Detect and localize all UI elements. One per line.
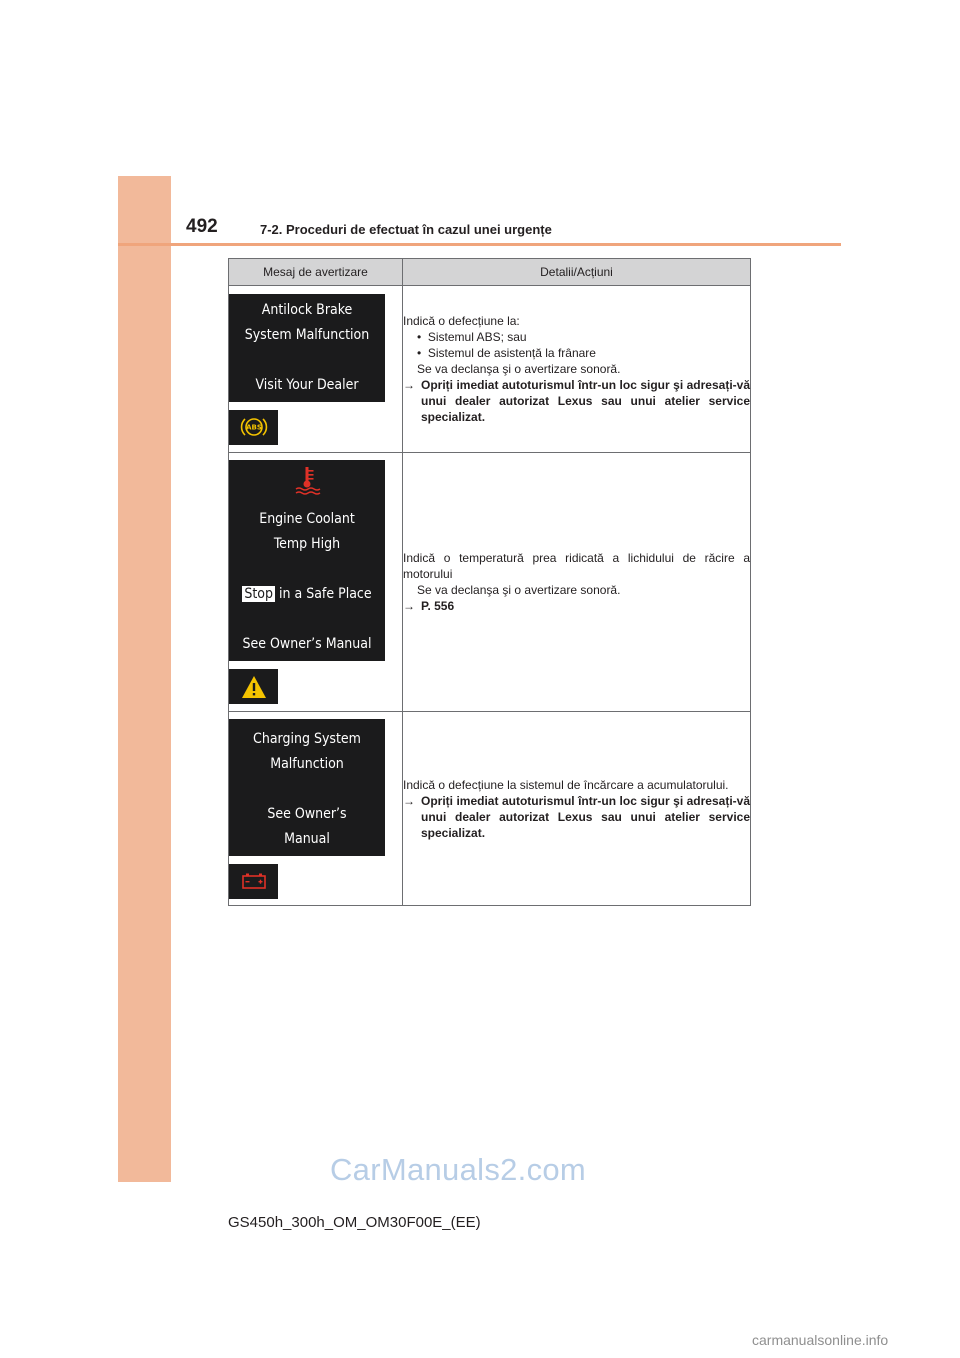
message-cell	[229, 453, 403, 712]
details-cell	[403, 286, 751, 453]
screen-line: Engine Coolant	[259, 511, 355, 527]
message-cell	[229, 286, 403, 453]
warning-triangle-icon	[229, 669, 278, 704]
page-number: 492	[186, 216, 218, 237]
section-title: 7-2. Proceduri de efectuat în cazul unei urgențe	[260, 222, 552, 237]
action-text: Opriți imediat autoturismul într-un loc sigur şi adresați-vă unui dealer autorizat Lexus sau unui atelier service specializat.	[421, 378, 750, 424]
screen-line: Visit Your Dealer	[255, 376, 359, 393]
stop-label: Stop	[244, 586, 274, 602]
list-item: • Sistemul ABS; sau	[417, 330, 527, 344]
screen-line: Malfunction	[270, 755, 344, 772]
details-cell	[403, 453, 751, 712]
screen-line: See Owner’s Manual	[242, 636, 372, 652]
screen-line: Antilock Brake	[261, 301, 353, 318]
side-band	[118, 176, 171, 1182]
table-row	[229, 286, 751, 453]
screen-line: System Malfunction	[244, 326, 370, 343]
warning-messages-table	[228, 258, 751, 906]
details-note: Se va declanşa şi o avertizare sonoră.	[417, 583, 621, 597]
list-item: • Sistemul de asistență la frânare	[417, 346, 596, 360]
watermark: CarManuals2.com	[330, 1152, 587, 1187]
message-cell	[229, 712, 403, 906]
coolant-temperature-icon	[229, 465, 385, 499]
action-text: Opriți imediat autoturismul într-un loc sigur şi adresați-vă unui dealer autorizat Lexus sau unui atelier service specializat.	[421, 793, 750, 840]
column-header-details: Detalii/Acțiuni	[403, 259, 751, 286]
column-header-message: Mesaj de avertizare	[229, 259, 403, 286]
display-screen-coolant	[229, 460, 385, 661]
table-header-row	[229, 259, 751, 286]
header-rule	[118, 243, 841, 246]
table-row	[229, 453, 751, 712]
arrow-icon: →	[403, 378, 415, 392]
details-note: Se va declanşa şi o avertizare sonoră.	[417, 362, 621, 376]
table-row	[229, 712, 751, 906]
screen-line: Charging System	[253, 730, 361, 747]
battery-icon	[229, 864, 278, 899]
arrow-icon: →	[403, 793, 415, 808]
details-cell	[403, 712, 751, 906]
action-line	[403, 793, 750, 841]
action-line	[403, 598, 750, 614]
display-screen-abs	[229, 294, 385, 402]
details-intro: Indică o temperatură prea ridicată a lichidului de răcire a motorului	[403, 551, 750, 581]
display-screen-charging	[229, 719, 385, 856]
svg-text:ABS: ABS	[245, 423, 262, 432]
document-id: GS450h_300h_OM_OM30F00E_(EE)	[228, 1214, 481, 1231]
arrow-icon: →	[403, 599, 415, 613]
action-line	[403, 377, 750, 425]
details-intro: Indică o defecțiune la:	[403, 314, 520, 328]
details-intro: Indică o defecțiune la sistemul de încărcare a acumulatorului.	[403, 777, 729, 792]
screen-line: Manual	[284, 830, 330, 847]
site-logo: carmanualsonline.info	[752, 1332, 889, 1348]
screen-line: Stop in a Safe Place	[244, 586, 372, 602]
page-reference-link[interactable]: P. 556	[421, 599, 455, 613]
screen-line: See Owner’s	[267, 805, 347, 822]
abs-warning-icon	[229, 410, 278, 445]
screen-line: Temp High	[273, 536, 341, 552]
